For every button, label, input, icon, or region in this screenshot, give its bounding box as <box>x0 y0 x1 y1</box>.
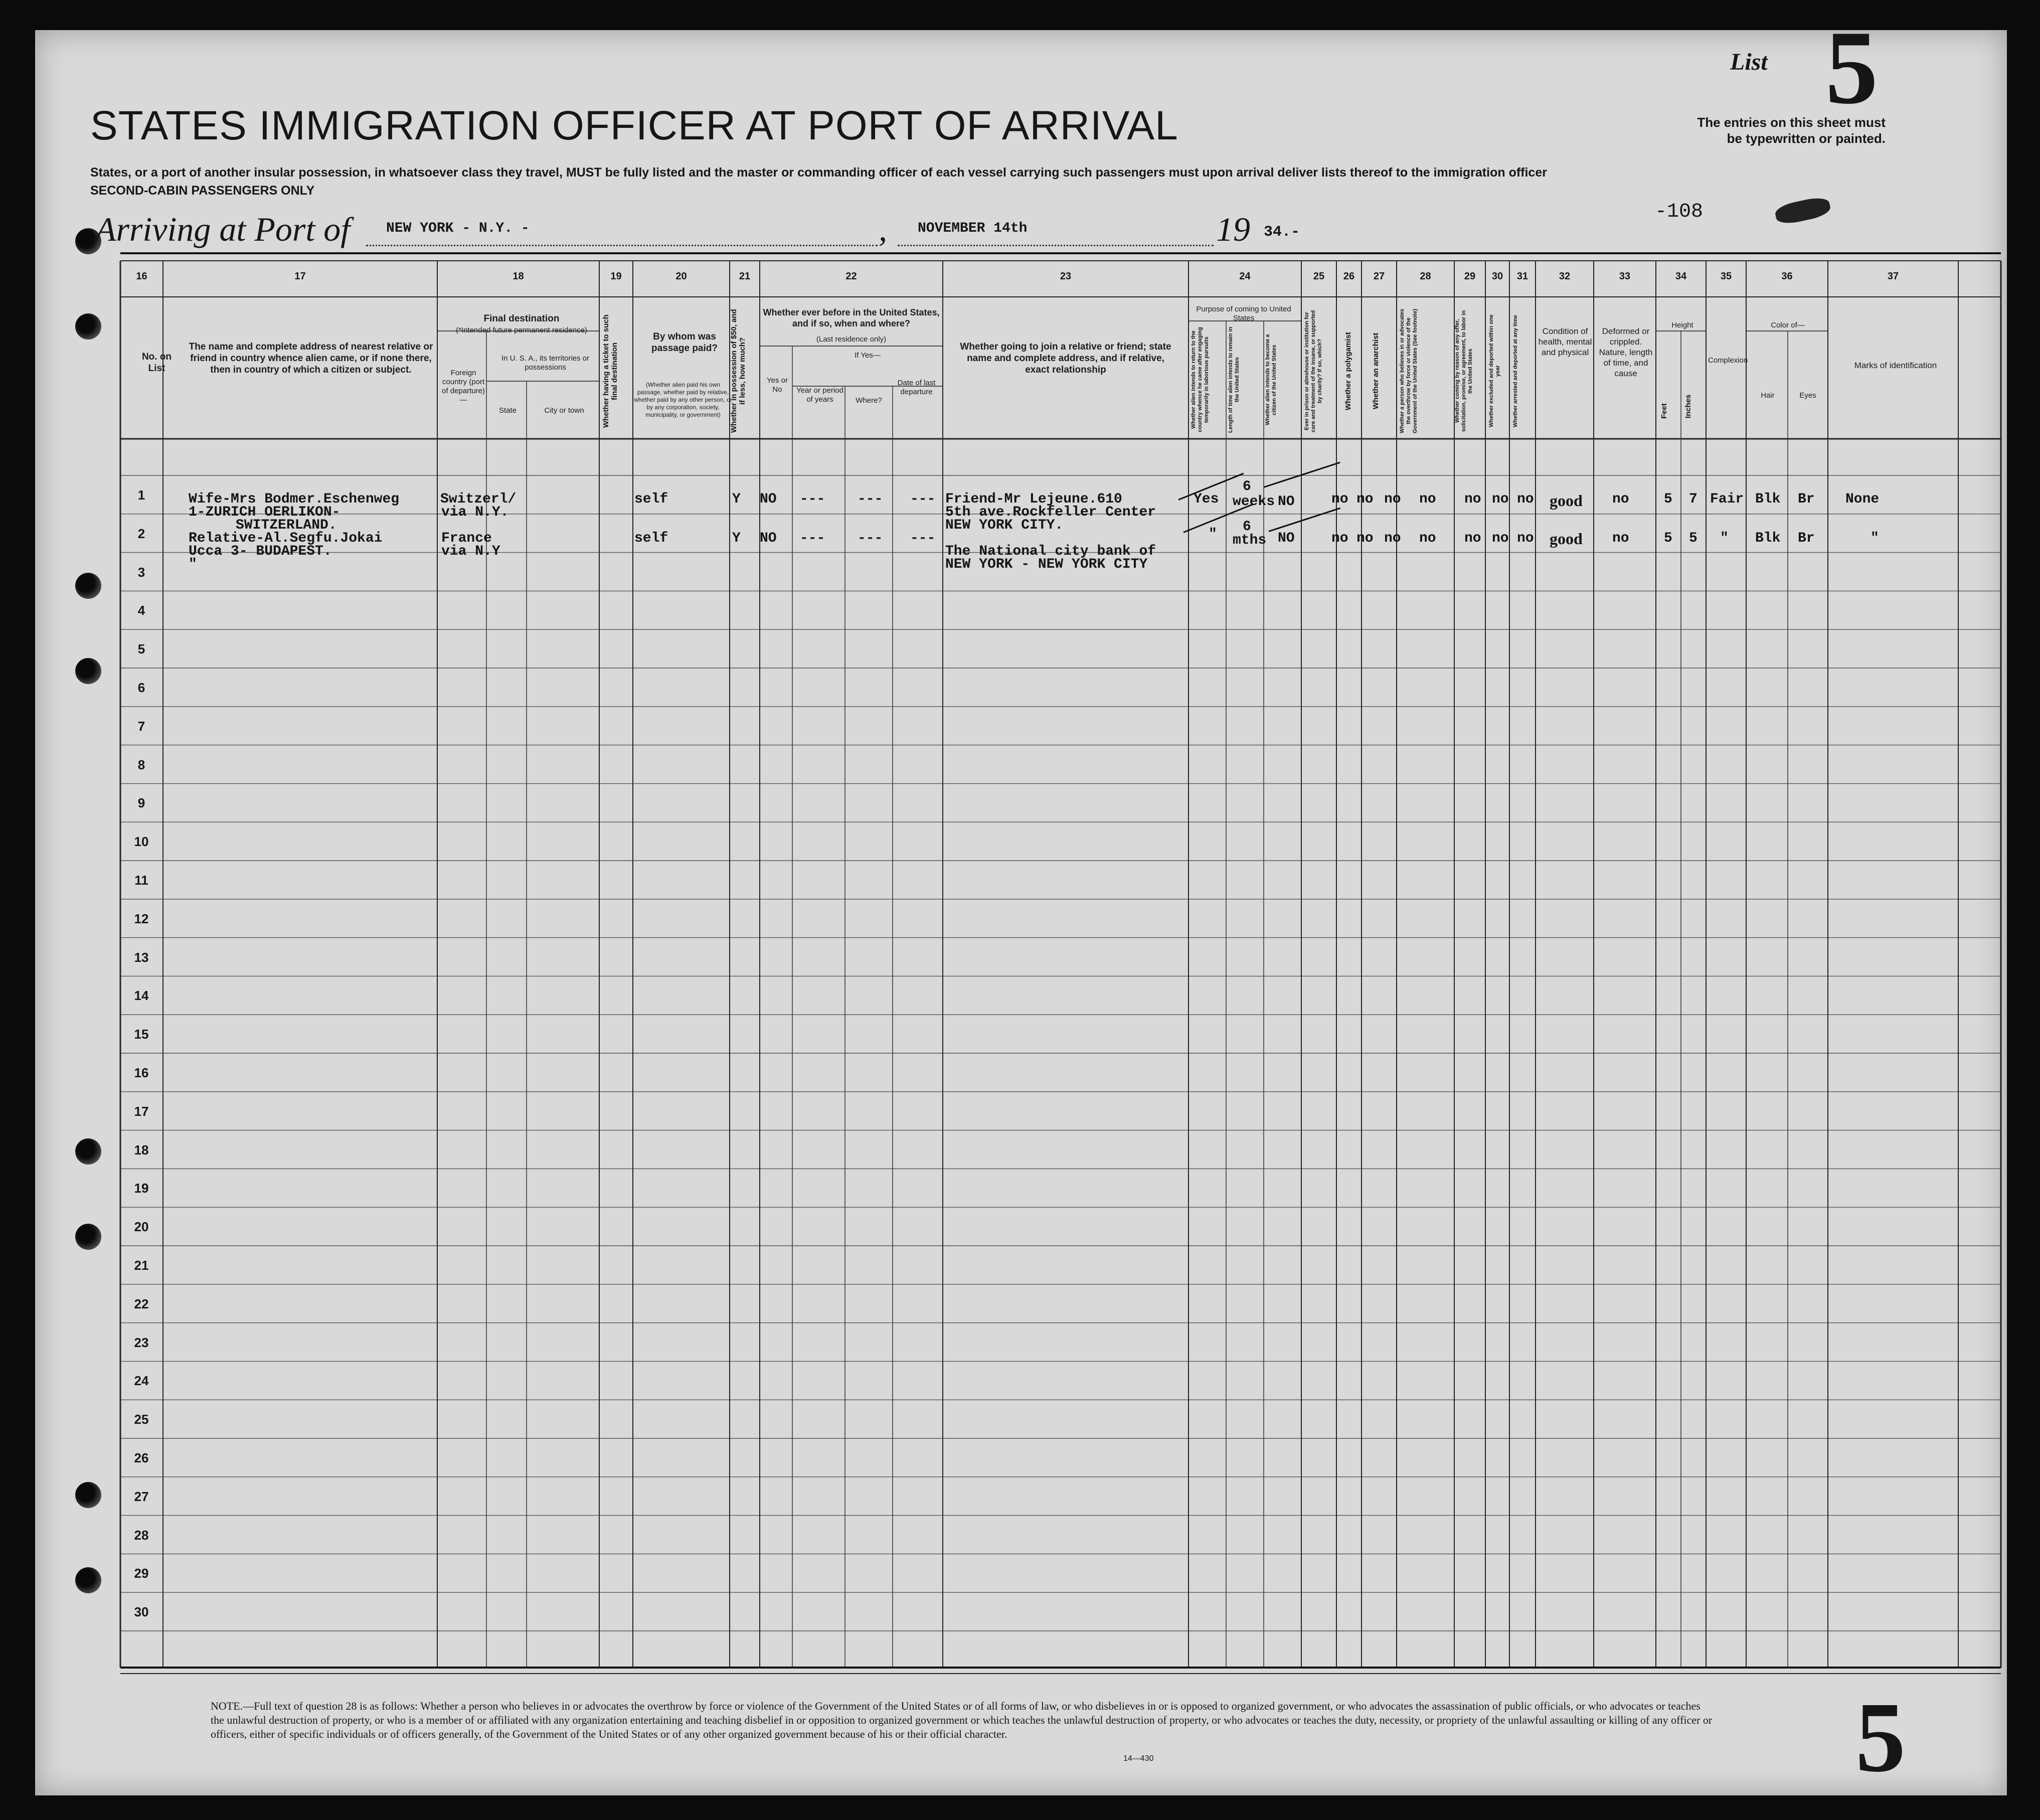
header-date-departure: Date of last departure <box>897 379 936 396</box>
row1-c28: no <box>1419 491 1436 507</box>
header-purpose-b: Length of time alien intends to remain in the United States <box>1228 326 1240 433</box>
header-purpose-a: Whether alien intends to return to the country whence he came after engaging temporarily in laborious pursuits <box>1191 327 1210 433</box>
header-c26: Whether a polygamist <box>1344 332 1352 410</box>
row2-c25: no <box>1331 531 1348 546</box>
row2-c30: no <box>1492 531 1509 546</box>
header-ever-before: Whether ever before in the United States, and if so, when and where? <box>763 307 940 328</box>
header-final-destination-note: (*Intended future permanent residence) <box>456 326 587 335</box>
header-ever-before-note: (Last residence only) <box>816 335 887 344</box>
footnote: NOTE.—Full text of question 28 is as follows: Whether a person who believes in or advocates the overthrow by force or violence of the Government of the United States or of all forms of law, or who disbelieves in or is opposed to organized government, or who advocates the assassination of public officials, or who advocates or teaches the unlawful destruction of property, or who is a member of or affiliated with any organization entertaining and teaching disbelief in or opposition to organized government or which teaches the unlawful destruction of property, or who advocates or teaches the duty, necessity, or propriety of the unlawful assaulting or killing of any officer or officers, either of specific individuals or of officers generally, of the Government of the United States or of any other organized government because of his or their official character. <box>211 1700 1713 1740</box>
row1-join-line3: NEW YORK CITY. <box>945 518 1064 533</box>
row2-c27: no <box>1384 531 1401 546</box>
row2-purpose-b2: mths <box>1233 533 1267 548</box>
row1-purpose-c: NO <box>1278 494 1295 510</box>
header-state: State <box>498 406 517 415</box>
header-color-of: Color of— <box>1771 321 1805 329</box>
row-number: 15 <box>134 1027 149 1042</box>
column-number: 21 <box>739 271 751 282</box>
column-number: 36 <box>1781 271 1793 282</box>
column-number: 17 <box>294 271 306 282</box>
list-label: List <box>1730 49 1768 75</box>
header-final-destination: Final destination <box>483 313 560 324</box>
row2-via: via N.Y <box>441 544 500 559</box>
row-number: 7 <box>137 718 145 734</box>
row1-year: --- <box>800 491 825 507</box>
header-height: Height <box>1671 321 1693 329</box>
header-feet: Feet <box>1660 403 1668 419</box>
header-purpose: Purpose of coming to United States <box>1196 305 1291 322</box>
row2-inches: 5 <box>1689 531 1697 546</box>
row-number: 5 <box>137 641 145 657</box>
row2-health: good <box>1550 530 1583 548</box>
header-join-relative: Whether going to join a relative or friend; state name and complete address, and if relative, exact relationship <box>960 342 1171 375</box>
sheet-number: -108 <box>1655 201 1704 223</box>
year-prefix: 19 <box>1216 210 1250 248</box>
row-number: 6 <box>137 680 145 695</box>
header-marks: Marks of identification <box>1854 361 1937 370</box>
column-number: 33 <box>1619 271 1631 282</box>
header-year-period: Year or period of years <box>796 386 843 404</box>
row2-purpose-c: NO <box>1278 531 1295 546</box>
header-c30: Whether excluded and deported within one year <box>1488 314 1501 428</box>
header-city-town: City or town <box>544 406 584 415</box>
row1-c27: no <box>1384 491 1401 507</box>
row-number: 17 <box>134 1103 149 1119</box>
row1-hair: Blk <box>1755 491 1781 507</box>
row-number: 27 <box>134 1488 149 1504</box>
header-health: Condition of health, mental and physical <box>1538 326 1592 357</box>
column-number: 32 <box>1559 271 1571 282</box>
row2-c28: no <box>1419 531 1436 546</box>
column-number: 18 <box>513 271 524 282</box>
intro-line: States, or a port of another insular possession, in whatsoever class they travel, MUST be fully listed and the master or commanding officer of each vessel carrying such passengers must upon arrival deliver lists thereof to the immigration officer <box>90 166 1547 180</box>
row1-c29: no <box>1464 491 1481 507</box>
header-eyes: Eyes <box>1799 391 1816 400</box>
row1-via: via N.Y. <box>441 505 509 520</box>
header-inches: Inches <box>1684 394 1692 418</box>
row-number: 21 <box>134 1258 149 1273</box>
row1-marks: None <box>1845 491 1880 507</box>
row1-deformed: no <box>1612 491 1629 507</box>
row-number: 3 <box>137 564 145 580</box>
column-number: 29 <box>1464 271 1476 282</box>
date-value: NOVEMBER 14th <box>918 221 1028 236</box>
row-number: 11 <box>134 873 148 888</box>
header-foreign-country: Foreign country (port of departure)— <box>442 369 485 404</box>
row-number: 18 <box>134 1142 149 1157</box>
row-number: 23 <box>134 1335 149 1350</box>
row1-purpose-b1: 6 <box>1243 479 1251 494</box>
row-number: 8 <box>137 757 145 772</box>
port-value: NEW YORK - N.Y. - <box>386 221 530 236</box>
row-number: 14 <box>134 988 149 1004</box>
row2-relative-line2: Ucca 3- BUDAPEST. <box>189 544 332 559</box>
corner-number: 5 <box>1855 1682 1906 1793</box>
column-number: 20 <box>675 271 687 282</box>
header-hair: Hair <box>1761 391 1775 400</box>
row1-inches: 7 <box>1689 491 1697 507</box>
row2-foreign-country: France <box>441 531 492 546</box>
row2-deformed: no <box>1612 531 1629 546</box>
row-number: 28 <box>134 1527 149 1543</box>
header-c27: Whether an anarchist <box>1372 333 1380 410</box>
row-number: 24 <box>134 1373 149 1389</box>
row1-relative-line3: SWITZERLAND. <box>236 518 337 533</box>
row2-c26: no <box>1356 531 1374 546</box>
header-passage-note: (Whether alien paid his own passage, whether paid by relative, whether paid by any other person, or by any corporation, society, municipality, or government) <box>634 381 732 418</box>
column-number: 31 <box>1516 271 1528 282</box>
column-number: 37 <box>1887 271 1899 282</box>
row2-relative-line3: " <box>189 557 197 572</box>
row2-c29: no <box>1464 531 1481 546</box>
row1-complexion: Fair <box>1710 491 1744 507</box>
row-number: 4 <box>137 603 145 618</box>
row-number: 19 <box>134 1181 149 1196</box>
row1-c30: no <box>1492 491 1509 507</box>
header-where: Where? <box>856 396 882 405</box>
row1-foreign-country: Switzerl/ <box>440 491 517 507</box>
row-number: 25 <box>134 1412 149 1427</box>
header-c31: Whether arrested and deported at any time <box>1512 315 1518 427</box>
row1-passage: self <box>634 491 668 507</box>
header-c28: Whether a person who believes in or advocates the overthrow by force or violence of the Government of the United States (See footnote) <box>1399 308 1418 434</box>
row-number: 9 <box>137 795 145 811</box>
row2-complexion: " <box>1720 531 1729 546</box>
row1-eyes: Br <box>1798 491 1815 507</box>
row-number: 22 <box>134 1296 149 1311</box>
row2-join-line2: NEW YORK - NEW YORK CITY <box>945 557 1148 572</box>
row2-marks: " <box>1871 531 1879 546</box>
row2-passage: self <box>634 531 668 546</box>
row-number: 2 <box>137 526 145 541</box>
header-passage-paid: By whom was passage paid? <box>651 332 718 354</box>
column-number: 27 <box>1373 271 1385 282</box>
row1-purpose-b2: weeks <box>1233 494 1275 510</box>
row2-relative-line1: Relative-Al.Segfu.Jokai <box>189 531 383 546</box>
row2-year: --- <box>800 531 825 546</box>
row1-c31: no <box>1517 491 1534 507</box>
row1-fifty: Y <box>732 491 741 507</box>
row1-c26: no <box>1356 491 1374 507</box>
header-relative-address: The name and complete address of nearest relative or friend in country whence alien came, or if none there, then in country of which a citizen or subject. <box>189 342 433 375</box>
arriving-label: Arriving at Port of <box>95 210 351 248</box>
row2-fifty: Y <box>732 531 741 546</box>
row-number: 13 <box>134 949 149 965</box>
header-purpose-c: Whether alien intends to become a citizen of the United States <box>1265 334 1277 426</box>
header-c29: Whether coming by reason of any offer, solicitation, promise, or agreement, to labor in the United States <box>1454 310 1473 432</box>
header-ticket: Whether having a ticket to such final destination <box>602 314 619 428</box>
column-number: 19 <box>610 271 622 282</box>
row1-feet: 5 <box>1664 491 1672 507</box>
header-deformed: Deformed or crippled. Nature, length of time, and cause <box>1599 326 1653 378</box>
header-c25: Ever in prison or almshouse or institution for care and treatment of the insane, or supported by charity? If so, which? <box>1304 310 1323 432</box>
header-if-yes: If Yes— <box>855 351 881 360</box>
row-number: 29 <box>134 1566 149 1581</box>
row1-c25: no <box>1331 491 1348 507</box>
column-number: 22 <box>845 271 857 282</box>
row1-date-dep: --- <box>910 491 936 507</box>
entries-note: The entries on this sheet must be typewritten or painted. <box>1697 115 1886 146</box>
row2-date-dep: --- <box>910 531 936 546</box>
row1-join-line1: Friend-Mr Lejeune.610 <box>945 491 1122 507</box>
row2-where: --- <box>858 531 883 546</box>
header-fifty-dollars: Whether in possession of $50, and if less, how much? <box>730 309 747 433</box>
row2-hair: Blk <box>1755 531 1781 546</box>
header-in-usa: In U. S. A., its territories or possessions <box>501 354 590 372</box>
row1-health: good <box>1550 491 1583 510</box>
comma: , <box>879 210 887 248</box>
form-number: 14—430 <box>1123 1754 1154 1763</box>
header-no-on-list: No. on List <box>141 352 172 374</box>
cabin-class: SECOND-CABIN PASSENGERS ONLY <box>90 184 315 198</box>
row2-join-line1: The National city bank of <box>945 544 1156 559</box>
row-number: 26 <box>134 1450 149 1465</box>
row2-purpose-b1: 6 <box>1243 519 1251 535</box>
column-number: 16 <box>136 271 147 282</box>
column-number: 23 <box>1060 271 1072 282</box>
column-number: 35 <box>1720 271 1732 282</box>
row-number: 1 <box>137 487 145 503</box>
row1-relative-line1: Wife-Mrs Bodmer.Eschenweg <box>189 491 400 507</box>
column-number: 30 <box>1491 271 1503 282</box>
row-number: 20 <box>134 1219 149 1235</box>
column-number: 28 <box>1420 271 1431 282</box>
page-title: STATES IMMIGRATION OFFICER AT PORT OF ARRIVAL <box>90 103 1178 148</box>
row-number: 12 <box>134 911 149 926</box>
row1-join-line2: 5th ave.Rockfeller Center <box>945 505 1156 520</box>
column-number: 25 <box>1313 271 1325 282</box>
row1-purpose-a: Yes <box>1194 491 1219 507</box>
row2-ever-before: NO <box>760 531 777 546</box>
row-number: 10 <box>134 834 149 850</box>
header-complexion: Complexion <box>1708 356 1748 365</box>
row2-feet: 5 <box>1664 531 1672 546</box>
column-number: 26 <box>1343 271 1355 282</box>
row-number: 30 <box>134 1604 149 1620</box>
row2-eyes: Br <box>1798 531 1815 546</box>
column-number: 34 <box>1675 271 1687 282</box>
row1-where: --- <box>858 491 883 507</box>
column-number: 24 <box>1239 271 1251 282</box>
list-number: 5 <box>1825 10 1878 126</box>
row1-relative-line2: 1-ZURICH OERLIKON- <box>189 505 341 520</box>
row1-ever-before: NO <box>760 491 777 507</box>
row2-purpose-a: " <box>1209 527 1217 542</box>
row2-c31: no <box>1517 531 1534 546</box>
year-suffix: 34.- <box>1264 224 1300 241</box>
header-yes-no: Yes or No <box>767 376 788 394</box>
row-number: 16 <box>134 1065 149 1080</box>
